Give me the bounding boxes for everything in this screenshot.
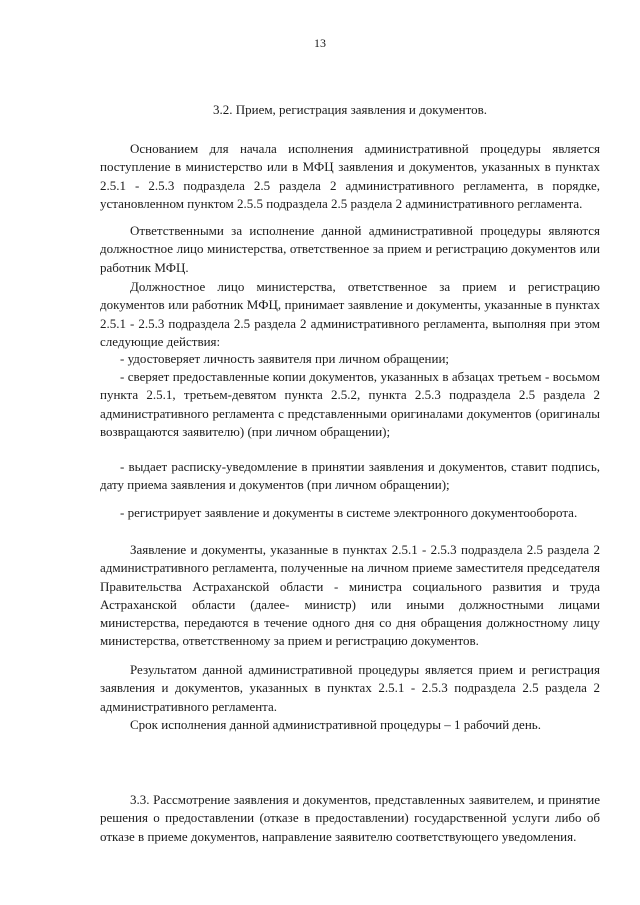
paragraph: Ответственными за исполнение данной административной процедуры являются должностное лицо министерства, ответственное за прием и регистрацию документов или работник МФЦ. bbox=[100, 223, 600, 275]
page-number: 13 bbox=[314, 36, 326, 50]
paragraph: Должностное лицо министерства, ответственное за прием и регистрацию документов или работник МФЦ, принимает заявление и документы, указанные в пунктах 2.5.1 - 2.5.3 подраздела 2.5 раздела 2 административного регламента, выполняя при этом следующие действия: bbox=[100, 279, 600, 349]
paragraph: Срок исполнения данной административной процедуры – 1 рабочий день. bbox=[130, 717, 541, 732]
paragraph: Заявление и документы, указанные в пунктах 2.5.1 - 2.5.3 подраздела 2.5 раздела 2 административного регламента, полученные на личном приеме заместителя председателя Правительства Астраханской области - министра социального развития и труда Астраханской области (далее- министр) или иными должностными лицами министерства, передаются в течение одного дня со дня обращения должностному лицу министерства, ответственному за прием и регистрацию документов. bbox=[100, 542, 600, 649]
paragraph: Результатом данной административной процедуры является прием и регистрация заявления и документов, указанных в пунктах 2.5.1 - 2.5.3 подраздела 2.5 раздела 2 административного регламента. bbox=[100, 662, 600, 714]
section-3-2-title: 3.2. Прием, регистрация заявления и документов. bbox=[212, 102, 488, 117]
list-item: - выдает расписку-уведомление в принятии заявления и документов, ставит подпись, дату приема заявления и документов (при личном обращении); bbox=[100, 459, 600, 493]
list-item: - регистрирует заявление и документы в системе электронного документооборота. bbox=[120, 505, 578, 520]
list-item: - сверяет предоставленные копии документов, указанных в абзацах третьем - восьмом пункта 2.5.1, третьем-девятом пункта 2.5.2, пункта 2.5.3 подраздела 2.5 раздела 2 административного регламента с представленными оригиналами документов (оригиналы возвращаются заявителю) (при личном обращении); bbox=[100, 369, 600, 439]
list-item: - удостоверяет личность заявителя при личном обращении; bbox=[120, 351, 450, 366]
section-3-3-title: 3.3. Рассмотрение заявления и документов, представленных заявителем, и принятие решения о предоставлении (отказе в предоставлении) государственной услуги либо об отказе в приеме документов, направление заявителю соответствующего уведомления. bbox=[100, 792, 600, 844]
paragraph: Основанием для начала исполнения административной процедуры является поступление в министерство или в МФЦ заявления и документов, указанных в пунктах 2.5.1 - 2.5.3 подраздела 2.5 раздела 2 административного регламента, в порядке, установленном пунктом 2.5.5 подраздела 2.5 раздела 2 административного регламента. bbox=[100, 141, 600, 211]
